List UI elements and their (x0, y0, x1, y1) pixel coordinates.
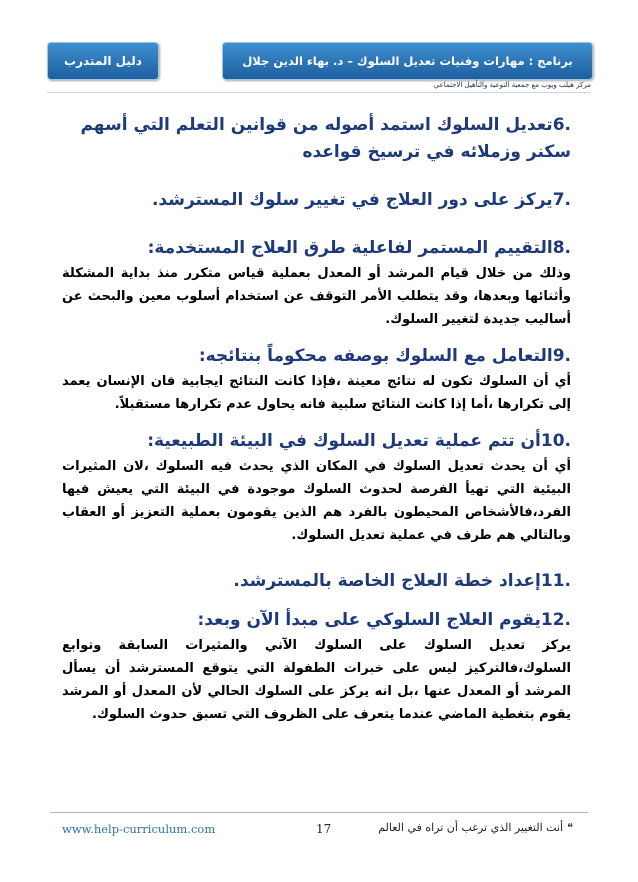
item-title (62, 607, 571, 634)
item-title (62, 235, 571, 262)
item-title (62, 428, 571, 455)
footer-website-link[interactable]: www.help-curriculum.com (62, 822, 216, 836)
header-divider (47, 92, 591, 93)
footer-divider (50, 812, 588, 813)
item-number: 9. (552, 346, 571, 366)
item-number: 8. (552, 238, 571, 258)
item-heading: يركز على دور العلاج في تغيير سلوك المسترشد. (151, 190, 553, 210)
item-title (62, 187, 571, 214)
list-item-9 (62, 343, 571, 416)
footer-quote (378, 821, 573, 834)
item-title (62, 343, 571, 370)
program-banner (222, 42, 593, 80)
list-item-8 (62, 235, 571, 331)
item-number: 12. (540, 610, 571, 630)
item-heading: يقوم العلاج السلوكي على مبدأ الآن وبعد: (197, 610, 541, 630)
item-number: 11. (540, 571, 571, 591)
item-heading: تعديل السلوك استمد أصوله من قوانين التعلم التي أسهم سكنر وزملائه في ترسيخ قواعده (80, 115, 571, 162)
item-title (62, 112, 571, 166)
item-heading: التعامل مع السلوك بوصفه محكوماً بنتائجه: (198, 346, 553, 366)
item-heading: التقييم المستمر لفاعلية طرق العلاج المستخدمة: (147, 238, 553, 258)
footer-quote-text: أنت التغيير الذي ترغب أن تراه في العالم (378, 821, 564, 834)
item-number: 10. (540, 431, 571, 451)
list-item-7 (62, 187, 571, 214)
list-item-12 (62, 607, 571, 726)
list-item-11 (62, 568, 571, 595)
item-number: 7. (552, 190, 571, 210)
guide-label: دليل المتدرب (64, 54, 142, 68)
main-content (62, 112, 571, 726)
quote-mark-icon: ❝ (567, 821, 573, 834)
item-body: أي أن يحدث تعديل السلوك في المكان الذي يحدث فيه السلوك ،لان المثيرات البيئية التي تهيأ الفرصة لحدوث السلوك موجودة في البيئة التي يعيش فيها الفرد،فالأشخاص المحيطون بالفرد هم الذين يقومون بعملية التعزيز أو العقاب وبالتالي هم طرف في عملية تعديل السلوك. (62, 459, 571, 543)
guide-badge (47, 42, 159, 80)
header-subtitle: مركز هيلب ويوب مع جمعية التوعية والتأهيل الاجتماعي (433, 81, 591, 89)
item-number: 6. (552, 115, 571, 135)
list-item-6 (62, 112, 571, 166)
item-body: وذلك من خلال قيام المرشد أو المعدل بعملية قياس متكرر منذ بداية المشكلة وأثنائها وبعدها، وقد يتطلب الأمر التوقف عن استخدام أسلوب معين والبحث عن أساليب جديدة لتغيير السلوك. (62, 266, 571, 327)
item-body: أي أن السلوك تكون له نتائج معينة ،فإذا كانت النتائج ايجابية فان الإنسان يعمد إلى تكرارها ،أما إذا كانت النتائج سلبية فانه يحاول عدم تكرارها مستقبلاً. (62, 374, 571, 412)
item-body: يركز تعديل السلوك على السلوك الآني والمثيرات السابقة وتوابع السلوك،فالتركيز ليس على خبرات الطفولة التي يتوقع المسترشد أن يسأل المرشد أو المعدل عنها ،بل انه يركز على السلوك الحالي لأن المعدل أو المرشد يقوم بتغطية الماضي عندما يتعرف على الظروف التي تسبق حدوث السلوك. (62, 638, 571, 722)
list-item-10 (62, 428, 571, 547)
program-title: برنامج : مهارات وفنيات تعديل السلوك – د. بهاء الدين جلال (242, 54, 573, 68)
item-heading: إعداد خطة العلاج الخاصة بالمسترشد. (233, 571, 541, 591)
item-title (62, 568, 571, 595)
item-heading: أن تتم عملية تعديل السلوك في البيئة الطبيعية: (147, 431, 541, 451)
page-number: 17 (316, 822, 332, 836)
